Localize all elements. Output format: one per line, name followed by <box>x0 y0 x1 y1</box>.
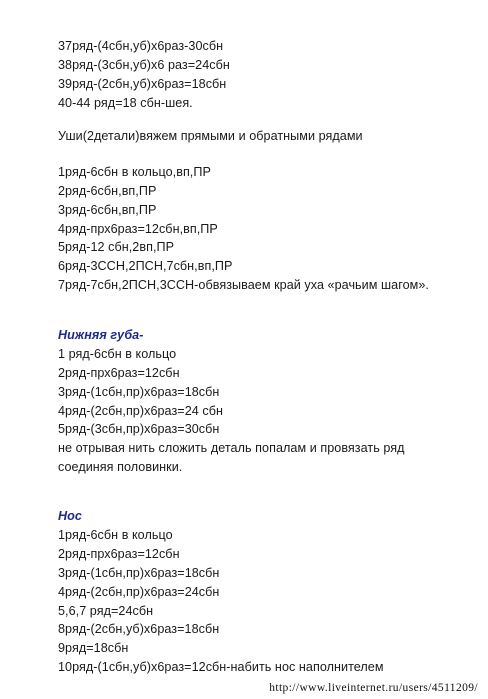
nose-row-5-7: 5,6,7 ряд=24сбн <box>58 604 154 618</box>
lower-lip-row-3: 3ряд-(1сбн,пр)х6раз=18сбн <box>58 385 220 399</box>
ears-row-3: 3ряд-6сбн,вп,ПР <box>58 203 157 217</box>
nose-heading: Нос <box>58 509 82 523</box>
nose-row-3: 3ряд-(1сбн,пр)х6раз=18сбн <box>58 566 220 580</box>
ears-row-7: 7ряд-7сбн,2ПСН,3ССН-обвязываем край уха «рачьим шагом». <box>58 278 429 292</box>
nose-row-2: 2ряд-прх6раз=12сбн <box>58 547 180 561</box>
lower-lip-row-1: 1 ряд-6сбн в кольцо <box>58 347 177 361</box>
nose-row-1: 1ряд-6сбн в кольцо <box>58 528 173 542</box>
lower-lip-heading: Нижняя губа- <box>58 328 144 342</box>
ears-intro: Уши(2детали)вяжем прямыми и обратными рядами <box>58 129 363 143</box>
lower-lip-note-2: соединяя половинки. <box>58 460 183 474</box>
ears-row-1: 1ряд-6сбн в кольцо,вп,ПР <box>58 165 211 179</box>
nose-row-10: 10ряд-(1сбн,уб)х6раз=12сбн-набить нос наполнителем <box>58 660 384 674</box>
row-38: 38ряд-(3сбн,уб)х6 раз=24сбн <box>58 58 230 72</box>
nose-row-8: 8ряд-(2сбн,уб)х6раз=18сбн <box>58 622 220 636</box>
ears-row-2: 2ряд-6сбн,вп,ПР <box>58 184 157 198</box>
row-39: 39ряд-(2сбн,уб)х6раз=18сбн <box>58 77 227 91</box>
lower-lip-row-5: 5ряд-(3сбн,пр)х6раз=30сбн <box>58 422 220 436</box>
watermark-url: http://www.liveinternet.ru/users/4511209/ <box>269 682 478 694</box>
row-37: 37ряд-(4сбн,уб)х6раз-30сбн <box>58 39 224 53</box>
nose-row-9: 9ряд=18сбн <box>58 641 129 655</box>
lower-lip-row-4: 4ряд-(2сбн,пр)х6раз=24 сбн <box>58 404 223 418</box>
ears-row-6: 6ряд-3ССН,2ПСН,7сбн,вп,ПР <box>58 259 233 273</box>
nose-row-4: 4ряд-(2сбн,пр)х6раз=24сбн <box>58 585 220 599</box>
lower-lip-note-1: не отрывая нить сложить деталь попалам и провязать ряд <box>58 441 405 455</box>
row-40-44: 40-44 ряд=18 сбн-шея. <box>58 96 193 110</box>
ears-row-5: 5ряд-12 сбн,2вп,ПР <box>58 240 175 254</box>
lower-lip-row-2: 2ряд-прх6раз=12сбн <box>58 366 180 380</box>
ears-row-4: 4ряд-прх6раз=12сбн,вп,ПР <box>58 222 218 236</box>
